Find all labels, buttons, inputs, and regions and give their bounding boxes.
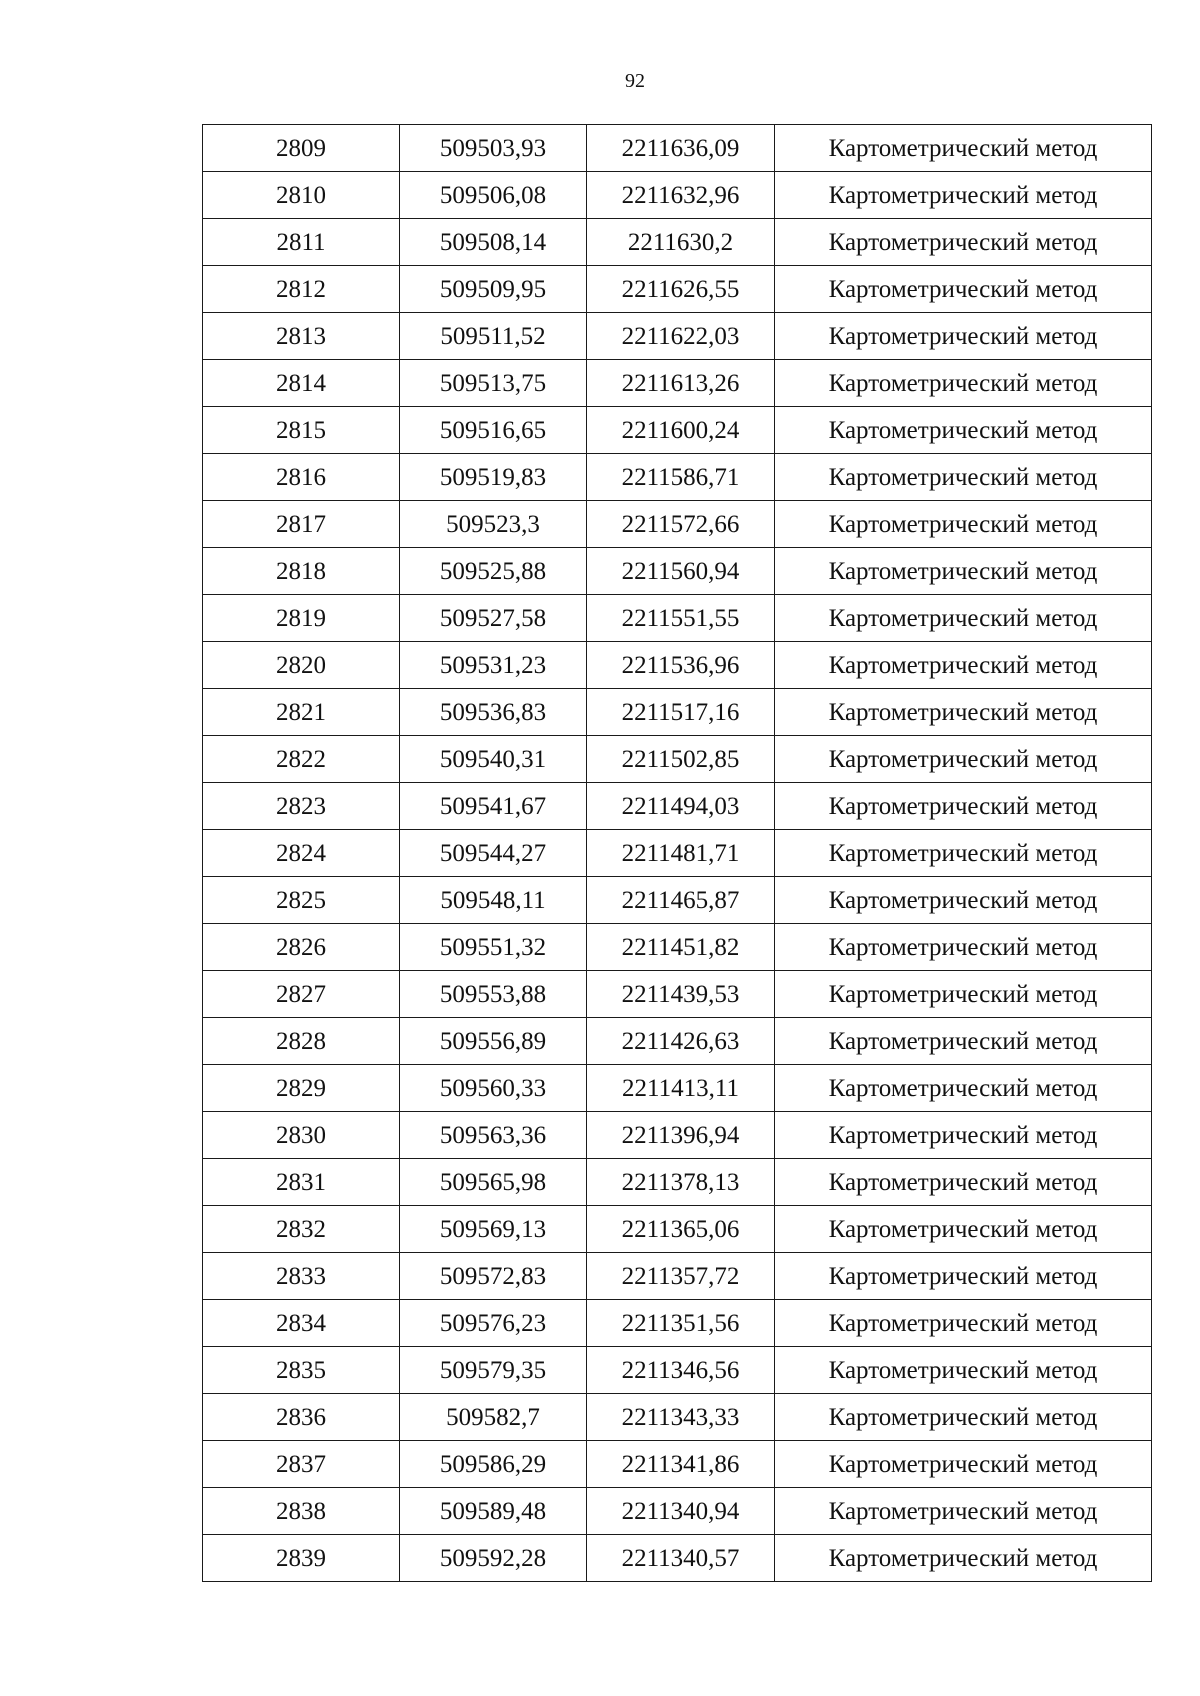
x-coordinate-cell: 509531,23 [400,642,587,689]
y-coordinate-cell: 2211586,71 [587,454,775,501]
table-row [203,736,1152,783]
method-cell: Картометрический метод [775,1394,1152,1441]
point-number-cell: 2836 [203,1394,400,1441]
point-number-cell: 2809 [203,125,400,172]
table-row [203,1065,1152,1112]
x-coordinate-cell: 509509,95 [400,266,587,313]
method-cell: Картометрический метод [775,783,1152,830]
y-coordinate-cell: 2211636,09 [587,125,775,172]
y-coordinate-cell: 2211426,63 [587,1018,775,1065]
point-number-cell: 2811 [203,219,400,266]
point-number-cell: 2825 [203,877,400,924]
y-coordinate-cell: 2211517,16 [587,689,775,736]
point-number-cell: 2830 [203,1112,400,1159]
table-row [203,595,1152,642]
x-coordinate-cell: 509589,48 [400,1488,587,1535]
x-coordinate-cell: 509576,23 [400,1300,587,1347]
method-cell: Картометрический метод [775,830,1152,877]
point-number-cell: 2833 [203,1253,400,1300]
y-coordinate-cell: 2211632,96 [587,172,775,219]
x-coordinate-cell: 509563,36 [400,1112,587,1159]
table-row [203,172,1152,219]
y-coordinate-cell: 2211481,71 [587,830,775,877]
y-coordinate-cell: 2211439,53 [587,971,775,1018]
point-number-cell: 2816 [203,454,400,501]
table-row [203,877,1152,924]
point-number-cell: 2831 [203,1159,400,1206]
point-number-cell: 2824 [203,830,400,877]
method-cell: Картометрический метод [775,736,1152,783]
x-coordinate-cell: 509513,75 [400,360,587,407]
point-number-cell: 2822 [203,736,400,783]
point-number-cell: 2826 [203,924,400,971]
method-cell: Картометрический метод [775,125,1152,172]
method-cell: Картометрический метод [775,642,1152,689]
y-coordinate-cell: 2211340,57 [587,1535,775,1582]
point-number-cell: 2812 [203,266,400,313]
method-cell: Картометрический метод [775,924,1152,971]
table-row [203,407,1152,454]
table-row [203,454,1152,501]
point-number-cell: 2813 [203,313,400,360]
point-number-cell: 2819 [203,595,400,642]
table-row [203,1253,1152,1300]
y-coordinate-cell: 2211536,96 [587,642,775,689]
point-number-cell: 2817 [203,501,400,548]
x-coordinate-cell: 509540,31 [400,736,587,783]
y-coordinate-cell: 2211413,11 [587,1065,775,1112]
table-row [203,360,1152,407]
point-number-cell: 2814 [203,360,400,407]
y-coordinate-cell: 2211346,56 [587,1347,775,1394]
point-number-cell: 2818 [203,548,400,595]
page-number: 92 [625,70,645,92]
x-coordinate-cell: 509523,3 [400,501,587,548]
method-cell: Картометрический метод [775,689,1152,736]
x-coordinate-cell: 509579,35 [400,1347,587,1394]
y-coordinate-cell: 2211378,13 [587,1159,775,1206]
table-row [203,125,1152,172]
method-cell: Картометрический метод [775,501,1152,548]
x-coordinate-cell: 509548,11 [400,877,587,924]
point-number-cell: 2810 [203,172,400,219]
x-coordinate-cell: 509556,89 [400,1018,587,1065]
x-coordinate-cell: 509511,52 [400,313,587,360]
method-cell: Картометрический метод [775,971,1152,1018]
method-cell: Картометрический метод [775,1347,1152,1394]
x-coordinate-cell: 509544,27 [400,830,587,877]
y-coordinate-cell: 2211622,03 [587,313,775,360]
point-number-cell: 2838 [203,1488,400,1535]
coordinates-table [202,124,1152,1582]
method-cell: Картометрический метод [775,266,1152,313]
table-row [203,689,1152,736]
method-cell: Картометрический метод [775,1441,1152,1488]
y-coordinate-cell: 2211357,72 [587,1253,775,1300]
x-coordinate-cell: 509503,93 [400,125,587,172]
table-row [203,642,1152,689]
x-coordinate-cell: 509551,32 [400,924,587,971]
table-row [203,1206,1152,1253]
method-cell: Картометрический метод [775,407,1152,454]
method-cell: Картометрический метод [775,1112,1152,1159]
method-cell: Картометрический метод [775,313,1152,360]
y-coordinate-cell: 2211343,33 [587,1394,775,1441]
table-row [203,219,1152,266]
table-row [203,266,1152,313]
y-coordinate-cell: 2211365,06 [587,1206,775,1253]
x-coordinate-cell: 509560,33 [400,1065,587,1112]
y-coordinate-cell: 2211340,94 [587,1488,775,1535]
y-coordinate-cell: 2211572,66 [587,501,775,548]
point-number-cell: 2823 [203,783,400,830]
method-cell: Картометрический метод [775,1159,1152,1206]
y-coordinate-cell: 2211494,03 [587,783,775,830]
table-row [203,1488,1152,1535]
method-cell: Картометрический метод [775,1300,1152,1347]
x-coordinate-cell: 509541,67 [400,783,587,830]
y-coordinate-cell: 2211451,82 [587,924,775,971]
table-row [203,1535,1152,1582]
point-number-cell: 2834 [203,1300,400,1347]
y-coordinate-cell: 2211551,55 [587,595,775,642]
point-number-cell: 2815 [203,407,400,454]
y-coordinate-cell: 2211560,94 [587,548,775,595]
x-coordinate-cell: 509525,88 [400,548,587,595]
method-cell: Картометрический метод [775,595,1152,642]
y-coordinate-cell: 2211613,26 [587,360,775,407]
y-coordinate-cell: 2211630,2 [587,219,775,266]
x-coordinate-cell: 509569,13 [400,1206,587,1253]
point-number-cell: 2837 [203,1441,400,1488]
table-row [203,1018,1152,1065]
y-coordinate-cell: 2211351,56 [587,1300,775,1347]
point-number-cell: 2829 [203,1065,400,1112]
table-row [203,924,1152,971]
table-row [203,830,1152,877]
point-number-cell: 2828 [203,1018,400,1065]
point-number-cell: 2820 [203,642,400,689]
table-row [203,1159,1152,1206]
point-number-cell: 2835 [203,1347,400,1394]
table-row [203,313,1152,360]
x-coordinate-cell: 509536,83 [400,689,587,736]
x-coordinate-cell: 509553,88 [400,971,587,1018]
y-coordinate-cell: 2211396,94 [587,1112,775,1159]
point-number-cell: 2821 [203,689,400,736]
coordinates-table-body [203,125,1152,1582]
method-cell: Картометрический метод [775,1065,1152,1112]
method-cell: Картометрический метод [775,548,1152,595]
method-cell: Картометрический метод [775,1018,1152,1065]
method-cell: Картометрический метод [775,1253,1152,1300]
x-coordinate-cell: 509582,7 [400,1394,587,1441]
point-number-cell: 2827 [203,971,400,1018]
point-number-cell: 2839 [203,1535,400,1582]
x-coordinate-cell: 509508,14 [400,219,587,266]
x-coordinate-cell: 509516,65 [400,407,587,454]
method-cell: Картометрический метод [775,219,1152,266]
method-cell: Картометрический метод [775,1206,1152,1253]
y-coordinate-cell: 2211600,24 [587,407,775,454]
x-coordinate-cell: 509527,58 [400,595,587,642]
table-row [203,1112,1152,1159]
method-cell: Картометрический метод [775,172,1152,219]
table-row [203,783,1152,830]
table-row [203,1300,1152,1347]
method-cell: Картометрический метод [775,360,1152,407]
table-row [203,1441,1152,1488]
method-cell: Картометрический метод [775,454,1152,501]
table-row [203,548,1152,595]
table-row [203,1394,1152,1441]
method-cell: Картометрический метод [775,877,1152,924]
method-cell: Картометрический метод [775,1488,1152,1535]
method-cell: Картометрический метод [775,1535,1152,1582]
y-coordinate-cell: 2211465,87 [587,877,775,924]
x-coordinate-cell: 509565,98 [400,1159,587,1206]
y-coordinate-cell: 2211502,85 [587,736,775,783]
table-row [203,1347,1152,1394]
x-coordinate-cell: 509519,83 [400,454,587,501]
y-coordinate-cell: 2211341,86 [587,1441,775,1488]
point-number-cell: 2832 [203,1206,400,1253]
x-coordinate-cell: 509586,29 [400,1441,587,1488]
x-coordinate-cell: 509592,28 [400,1535,587,1582]
y-coordinate-cell: 2211626,55 [587,266,775,313]
table-row [203,501,1152,548]
x-coordinate-cell: 509572,83 [400,1253,587,1300]
table-row [203,971,1152,1018]
x-coordinate-cell: 509506,08 [400,172,587,219]
